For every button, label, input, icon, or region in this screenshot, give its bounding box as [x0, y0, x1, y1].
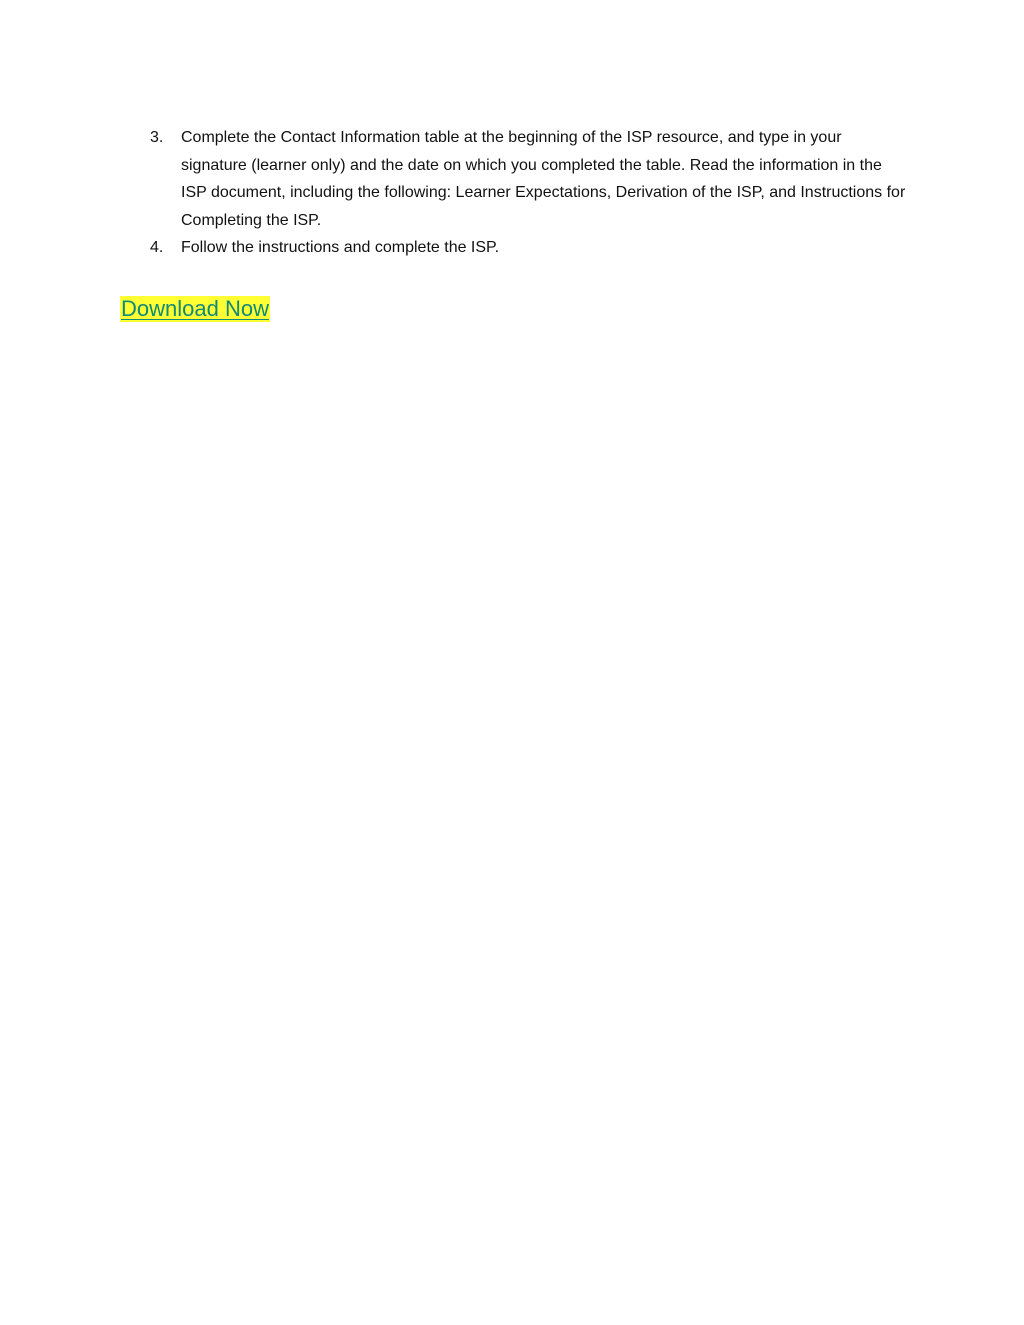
instruction-item-4: [150, 234, 910, 262]
item-text: Complete the Contact Information table at the beginning of the ISP resource, and type in your signature (learner only) and the date on which you completed the table. Read the information in the ISP document, including the following: Learner Expectations, Derivation of the ISP, and Instructions for Completing the ISP.: [181, 129, 906, 229]
instruction-item-3: [150, 124, 910, 234]
item-number: 4.: [150, 239, 164, 256]
download-now-link[interactable]: Download Now: [121, 296, 269, 321]
item-text: Follow the instructions and complete the ISP.: [181, 239, 500, 256]
instruction-list: [150, 124, 910, 262]
item-number: 3.: [150, 129, 164, 146]
